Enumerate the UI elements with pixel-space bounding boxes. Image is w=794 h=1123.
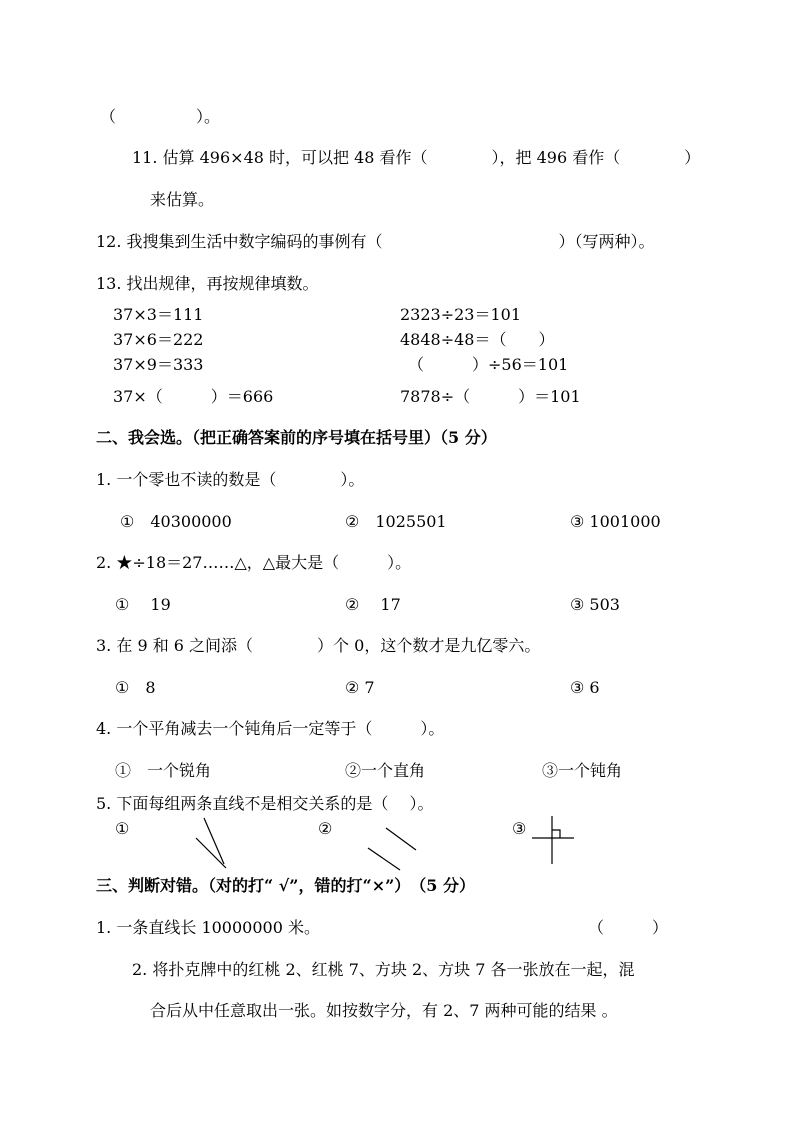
choice-q5-option-1: ① [115, 819, 130, 838]
choice-q5-option-2: ② [318, 819, 333, 838]
choice-q2-option-2: ② 17 [345, 595, 401, 614]
judge-q1-paren: （ ） [588, 918, 669, 937]
figure-perpendicular-lines [528, 812, 578, 867]
pattern-left-2: 37×6＝222 [113, 330, 204, 349]
question-11-line1: 11. 估算 496×48 时，可以把 48 看作（ ），把 496 看作（ ） [132, 148, 701, 167]
figure-parallel-lines [362, 822, 422, 872]
judge-q2-line1: 2. 将扑克牌中的红桃 2、红桃 7、方块 2、方块 7 各一张放在一起，混 [132, 960, 635, 979]
choice-q4-option-2: ②一个直角 [345, 761, 426, 780]
pattern-left-3: 37×9＝333 [113, 355, 204, 374]
choice-q4-stem: 4. 一个平角减去一个钝角后一定等于（ ）。 [96, 719, 445, 738]
figure-2-line-b [368, 848, 400, 870]
top-paren-line: （ ）。 [100, 107, 221, 126]
figure-1-line-a [204, 818, 224, 864]
figure-2-line-a [386, 828, 416, 850]
pattern-right-2: 4848÷48＝（ ） [400, 330, 555, 349]
pattern-left-1: 37×3＝111 [113, 305, 204, 324]
pattern-right-4: 7878÷（ ）＝101 [400, 387, 581, 406]
choice-q3-option-3: ③ 6 [570, 678, 600, 697]
section-2-heading: 二、我会选。（把正确答案前的序号填在括号里）（5 分） [96, 428, 497, 447]
choice-q1-stem: 1. 一个零也不读的数是（ ）。 [96, 470, 365, 489]
choice-q4-option-1: ① 一个锐角 [115, 761, 212, 780]
choice-q2-option-1: ① 19 [115, 595, 171, 614]
choice-q1-option-3: ③ 1001000 [570, 512, 661, 531]
choice-q4-option-3: ③一个钝角 [542, 761, 623, 780]
choice-q1-option-2: ② 1025501 [345, 512, 447, 531]
judge-q1-text: 1. 一条直线长 10000000 米。 [96, 918, 320, 937]
figure-intersecting-lines [190, 812, 240, 872]
question-11-line2: 来估算。 [150, 190, 215, 209]
choice-q5-stem: 5. 下面每组两条直线不是相交关系的是（ ）。 [96, 794, 434, 813]
right-angle-mark [552, 830, 560, 838]
choice-q3-option-2: ② 7 [345, 678, 375, 697]
pattern-right-1: 2323÷23＝101 [400, 305, 522, 324]
question-13-title: 13. 找出规律，再按规律填数。 [96, 274, 319, 293]
pattern-left-4: 37×（ ）＝666 [113, 387, 274, 406]
pattern-right-3: （ ）÷56＝101 [408, 355, 569, 374]
question-12: 12. 我搜集到生活中数字编码的事例有（ ）（写两种）。 [96, 232, 655, 251]
choice-q3-stem: 3. 在 9 和 6 之间添（ ）个 0，这个数才是九亿零六。 [96, 636, 541, 655]
choice-q2-option-3: ③ 503 [570, 595, 620, 614]
choice-q1-option-1: ① 40300000 [120, 512, 232, 531]
choice-q5-option-3: ③ [512, 819, 527, 838]
judge-q2-line2: 合后从中任意取出一张。如按数字分，有 2、7 两种可能的结果 。 [150, 1001, 618, 1020]
section-3-heading: 三、判断对错。（对的打“ √”，错的打“×”） （5 分） [96, 876, 476, 895]
figure-1-line-b [196, 838, 226, 868]
choice-q3-option-1: ① 8 [115, 678, 156, 697]
choice-q2-stem: 2. ★÷18＝27……△，△最大是（ ）。 [96, 553, 412, 572]
